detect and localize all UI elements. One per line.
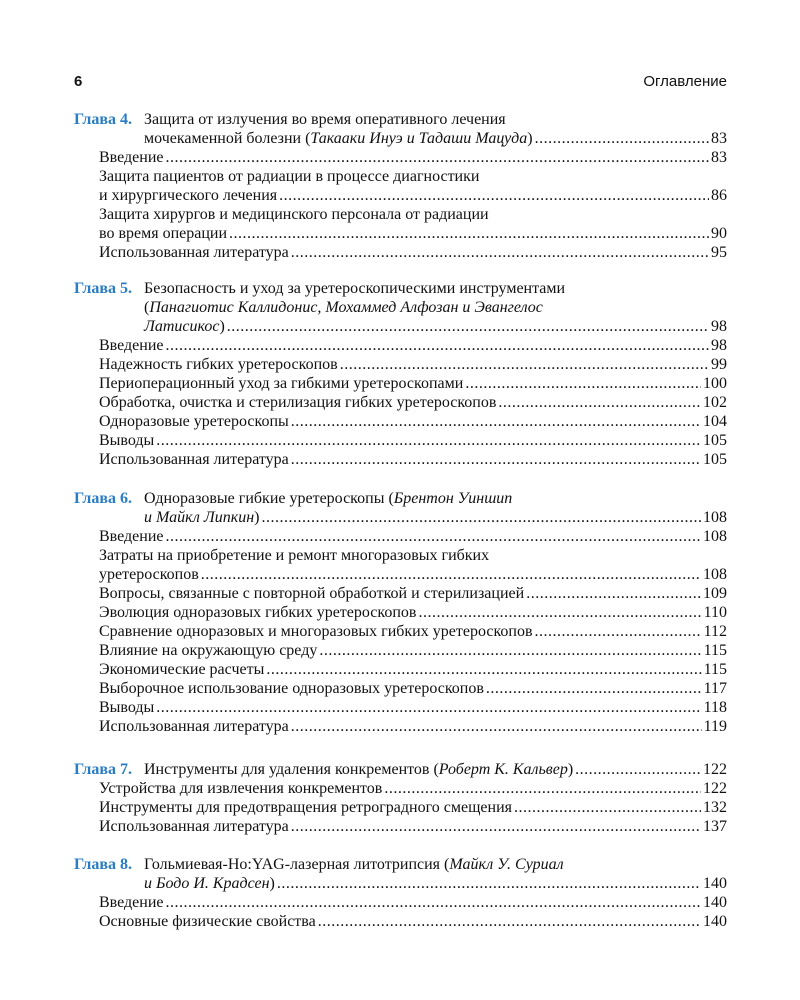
toc-entry[interactable]: Инструменты для предотвращения ретроградного смещения ..... 132 bbox=[74, 798, 727, 817]
chapter-4 bbox=[74, 110, 727, 262]
toc-entry[interactable]: Экономические расчеты ..... 115 bbox=[74, 660, 727, 679]
dot-leader bbox=[319, 641, 701, 660]
toc-entry[interactable]: Выводы ..... 105 bbox=[74, 431, 727, 450]
dot-leader bbox=[291, 450, 701, 469]
page-ref: 98 bbox=[711, 337, 727, 354]
chapter-label[interactable]: Глава 7. bbox=[74, 761, 132, 778]
page-header bbox=[74, 73, 727, 95]
dot-leader bbox=[166, 893, 702, 912]
chapter-title-line[interactable]: и Бодо И. Крадсен) ..... 140 bbox=[74, 874, 727, 893]
dot-leader bbox=[166, 148, 710, 167]
chapter-authors: Такааки Инуэ и Тадаши Мацуда bbox=[310, 130, 528, 147]
chapter-authors: и Бодо И. Крадсен bbox=[144, 875, 270, 892]
page-ref: 105 bbox=[703, 432, 727, 449]
toc-entry[interactable]: Использованная литература ..... 105 bbox=[74, 450, 727, 469]
dot-leader bbox=[514, 798, 701, 817]
page-ref: 86 bbox=[711, 187, 727, 204]
dot-leader bbox=[166, 336, 710, 355]
toc-entry[interactable]: Периоперационный уход за гибкими уретероскопами ..... 100 bbox=[74, 374, 727, 393]
page-ref: 132 bbox=[703, 799, 727, 816]
page-ref: 122 bbox=[703, 780, 727, 797]
toc-entry[interactable]: Надежность гибких уретероскопов ..... 99 bbox=[74, 355, 727, 374]
page-ref: 122 bbox=[703, 761, 727, 778]
dot-leader bbox=[291, 717, 702, 736]
page-ref: 110 bbox=[703, 604, 727, 621]
page-ref: 140 bbox=[703, 894, 727, 911]
page-ref: 115 bbox=[703, 661, 727, 678]
chapter-title: Глава 6. Одноразовые гибкие уретероскопы (Брентон Уиншип bbox=[74, 490, 513, 507]
chapter-authors-line: (Панагиотис Каллидонис, Мохаммед Алфозан и Эвангелос bbox=[144, 299, 543, 316]
toc-entry[interactable]: Вопросы, связанные с повторной обработкой и стерилизацией ..... 109 bbox=[74, 584, 727, 603]
chapter-authors: Майкл У. Суриал bbox=[449, 856, 564, 873]
toc-entry[interactable]: Введение ..... 83 bbox=[74, 148, 727, 167]
dot-leader bbox=[266, 660, 701, 679]
page-ref: 137 bbox=[703, 818, 727, 835]
chapter-title: Глава 8. Гольмиевая-Ho:YAG-лазерная литотрипсия (Майкл У. Суриал bbox=[74, 856, 564, 873]
toc-entry[interactable]: Обработка, очистка и стерилизация гибких уретероскопов ..... 102 bbox=[74, 393, 727, 412]
toc-entry[interactable]: Введение ..... 98 bbox=[74, 336, 727, 355]
page-number: 6 bbox=[74, 73, 83, 90]
toc-entry[interactable]: во время операции ..... 90 bbox=[74, 224, 727, 243]
chapter-authors: Роберт К. Кальвер bbox=[438, 761, 568, 778]
dot-leader bbox=[277, 874, 701, 893]
chapter-authors: Брентон Уиншип bbox=[393, 490, 513, 507]
chapter-authors: и Майкл Липкин bbox=[144, 509, 255, 526]
chapter-title: Глава 4. Защита от излучения во время оперативного лечения bbox=[74, 111, 506, 128]
dot-leader bbox=[340, 355, 709, 374]
page-ref: 108 bbox=[703, 509, 727, 526]
page-ref: 112 bbox=[703, 623, 727, 640]
toc-entry[interactable]: Влияние на окружающую среду ..... 115 bbox=[74, 641, 727, 660]
dot-leader bbox=[291, 412, 701, 431]
chapter-title-line[interactable]: Латисикос) ..... 98 bbox=[74, 317, 727, 336]
toc-entry[interactable]: Одноразовые уретероскопы ..... 104 bbox=[74, 412, 727, 431]
dot-leader bbox=[465, 374, 701, 393]
toc-entry[interactable]: Эволюция одноразовых гибких уретероскопов ..... 110 bbox=[74, 603, 727, 622]
chapter-label[interactable]: Глава 6. bbox=[74, 490, 132, 507]
page-ref: 109 bbox=[703, 585, 727, 602]
dot-leader bbox=[526, 584, 701, 603]
chapter-5 bbox=[74, 279, 727, 469]
toc-entry[interactable]: Введение ..... 108 bbox=[74, 527, 727, 546]
dot-leader bbox=[535, 622, 702, 641]
chapter-title-line[interactable]: и Майкл Липкин) ..... 108 bbox=[74, 508, 727, 527]
page-ref: 83 bbox=[711, 130, 727, 147]
page-ref: 102 bbox=[703, 394, 727, 411]
toc-entry[interactable]: Выводы ..... 118 bbox=[74, 698, 727, 717]
page-ref: 83 bbox=[711, 149, 727, 166]
chapter-label[interactable]: Глава 4. bbox=[74, 111, 132, 128]
dot-leader bbox=[291, 243, 709, 262]
dot-leader bbox=[498, 393, 701, 412]
dot-leader bbox=[261, 508, 701, 527]
page-ref: 104 bbox=[703, 413, 727, 430]
page-ref: 98 bbox=[711, 318, 727, 335]
toc-entry[interactable]: и хирургического лечения ..... 86 bbox=[74, 186, 727, 205]
page-ref: 118 bbox=[703, 699, 727, 716]
toc-entry-line[interactable]: Защита хирургов и медицинского персонала от радиации bbox=[99, 206, 489, 223]
chapter-6 bbox=[74, 489, 727, 736]
page-ref: 100 bbox=[703, 375, 727, 392]
toc-entry[interactable]: Выборочное использование одноразовых уретероскопов ..... 117 bbox=[74, 679, 727, 698]
page-ref: 99 bbox=[711, 356, 727, 373]
dot-leader bbox=[229, 224, 709, 243]
toc-entry-line[interactable]: Защита пациентов от радиации в процессе диагностики bbox=[99, 168, 480, 185]
chapter-label[interactable]: Глава 8. bbox=[74, 856, 132, 873]
chapter-8 bbox=[74, 855, 727, 931]
chapter-authors: Латисикос bbox=[144, 318, 220, 335]
page-ref: 119 bbox=[703, 718, 727, 735]
chapter-title-line[interactable]: Глава 7. Инструменты для удаления конкрементов (Роберт К. Кальвер) ..... 122 bbox=[74, 760, 727, 779]
chapter-7 bbox=[74, 760, 727, 836]
dot-leader bbox=[156, 431, 701, 450]
chapter-label[interactable]: Глава 5. bbox=[74, 280, 132, 297]
toc-entry[interactable]: Использованная литература ..... 119 bbox=[74, 717, 727, 736]
dot-leader bbox=[384, 779, 701, 798]
toc-entry[interactable]: Устройства для извлечения конкрементов ..... 122 bbox=[74, 779, 727, 798]
dot-leader bbox=[201, 565, 701, 584]
dot-leader bbox=[291, 817, 701, 836]
toc-entry[interactable]: Основные физические свойства ..... 140 bbox=[74, 912, 727, 931]
page-ref: 105 bbox=[703, 451, 727, 468]
dot-leader bbox=[318, 912, 701, 931]
toc-entry-line[interactable]: Затраты на приобретение и ремонт многоразовых гибких bbox=[99, 547, 490, 564]
page-ref: 95 bbox=[711, 244, 727, 261]
toc-entry[interactable]: уретероскопов ..... 108 bbox=[74, 565, 727, 584]
dot-leader bbox=[486, 679, 702, 698]
page-ref: 140 bbox=[703, 913, 727, 930]
toc-entry[interactable]: Сравнение одноразовых и многоразовых гибких уретероскопов ..... 112 bbox=[74, 622, 727, 641]
toc-entry[interactable]: Использованная литература ..... 95 bbox=[74, 243, 727, 262]
dot-leader bbox=[227, 317, 709, 336]
chapter-authors: Панагиотис Каллидонис, Мохаммед Алфозан и Эвангелос bbox=[149, 299, 543, 316]
page-ref: 108 bbox=[703, 528, 727, 545]
page-ref: 115 bbox=[703, 642, 727, 659]
toc-entry[interactable]: Использованная литература ..... 137 bbox=[74, 817, 727, 836]
toc-entry[interactable]: Введение ..... 140 bbox=[74, 893, 727, 912]
page-ref: 140 bbox=[703, 875, 727, 892]
dot-leader bbox=[156, 698, 701, 717]
dot-leader bbox=[279, 186, 709, 205]
running-head: Оглавление bbox=[643, 73, 727, 90]
dot-leader bbox=[575, 760, 701, 779]
page-ref: 108 bbox=[703, 566, 727, 583]
page-ref: 117 bbox=[703, 680, 727, 697]
dot-leader bbox=[418, 603, 701, 622]
chapter-title-line[interactable]: мочекаменной болезни (Такааки Инуэ и Тадаши Мацуда) ..... 83 bbox=[74, 129, 727, 148]
dot-leader bbox=[535, 129, 709, 148]
dot-leader bbox=[166, 527, 702, 546]
page-ref: 90 bbox=[711, 225, 727, 242]
chapter-title: Глава 5. Безопасность и уход за уретероскопическими инструментами bbox=[74, 280, 566, 297]
